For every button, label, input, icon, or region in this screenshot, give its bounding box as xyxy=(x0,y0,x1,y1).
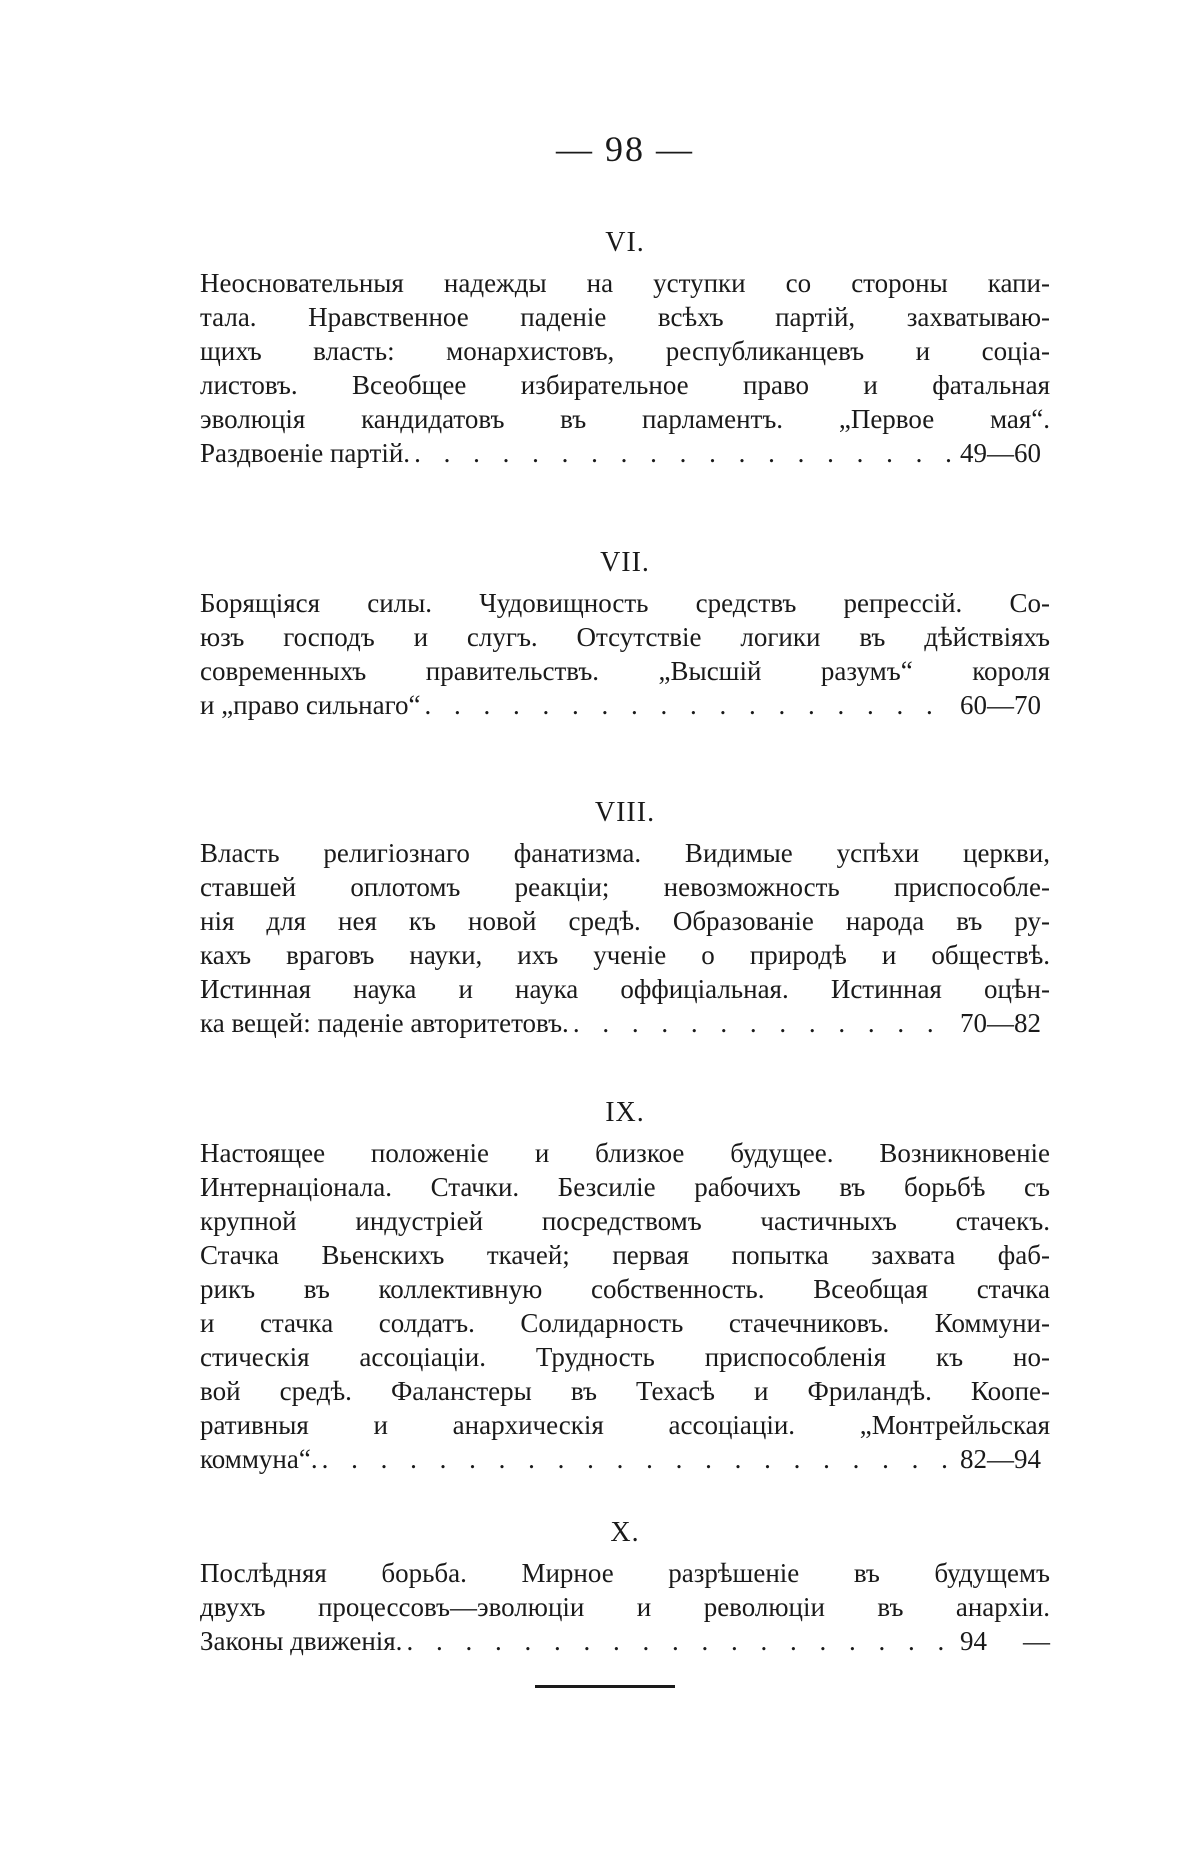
summary-line: юзъ господъ и слугъ. Отсутствіе логики въ дѣйствіяхъ xyxy=(200,622,1050,652)
section-numeral: IX. xyxy=(605,1097,645,1128)
summary-line: крупной индустріей посредствомъ частичныхъ стачекъ. xyxy=(200,1206,1050,1236)
summary-line: двухъ процессовъ—эволюціи и революціи въ анархіи. xyxy=(200,1592,1050,1622)
summary-line: современныхъ правительствъ. „Высшій разумъ“ короля xyxy=(200,656,1050,686)
dot-leader xyxy=(424,688,956,722)
summary-line: Настоящее положеніе и близкое будущее. Возникновеніе xyxy=(200,1138,1050,1168)
summary-line: Борящіяся силы. Чудовищность средствъ репрессій. Со- xyxy=(200,588,1050,618)
summary-line: стическія ассоціаціи. Трудность приспособленія къ но- xyxy=(200,1342,1050,1372)
summary-last-line xyxy=(200,688,1050,722)
summary-last-text: и „право сильнаго“ xyxy=(200,690,421,720)
summary-line: эволюція кандидатовъ въ парламентъ. „Первое мая“. xyxy=(200,404,1050,434)
summary-line: листовъ. Всеобщее избирательное право и фатальная xyxy=(200,370,1050,400)
section-summary xyxy=(200,1556,1050,1658)
section-numeral: X. xyxy=(610,1517,640,1548)
toc-section-vi xyxy=(200,220,1050,470)
summary-line: нія для нея къ новой средѣ. Образованіе народа въ ру- xyxy=(200,906,1050,936)
summary-line: вой средѣ. Фаланстеры въ Техасѣ и Фриландѣ. Коопе- xyxy=(200,1376,1050,1406)
summary-line: Интернаціонала. Стачки. Безсиліе рабочихъ въ борьбѣ съ xyxy=(200,1172,1050,1202)
summary-line: Послѣдняя борьба. Мирное разрѣшеніе въ будущемъ xyxy=(200,1558,1050,1588)
summary-last-text: коммуна“. xyxy=(200,1444,318,1474)
summary-last-text: ка вещей: паденіе авторитетовъ. xyxy=(200,1008,569,1038)
summary-line: и стачка солдатъ. Солидарность стачечниковъ. Коммуни- xyxy=(200,1308,1050,1338)
summary-last-text: Раздвоеніе партій. xyxy=(200,438,411,468)
dot-leader xyxy=(322,1442,956,1476)
page-range: 70—82 xyxy=(960,1008,1041,1038)
page-number: — 98 — xyxy=(556,129,694,169)
page-range: 60—70 xyxy=(960,690,1041,720)
section-numeral: VII. xyxy=(600,547,650,578)
summary-line: рикъ въ коллективную собственность. Всеобщая стачка xyxy=(200,1274,1050,1304)
summary-line: тала. Нравственное паденіе всѣхъ партій, захватываю- xyxy=(200,302,1050,332)
summary-line: Стачка Вьенскихъ ткачей; первая попытка захвата фаб- xyxy=(200,1240,1050,1270)
summary-last-line xyxy=(200,1006,1050,1040)
book-page xyxy=(200,0,1050,1869)
page-range: 49—60 xyxy=(960,438,1041,468)
page-range: 82—94 xyxy=(960,1444,1041,1474)
summary-last-line xyxy=(200,1624,1050,1658)
dot-leader xyxy=(414,436,956,470)
summary-line: Власть религіознаго фанатизма. Видимые успѣхи церкви, xyxy=(200,838,1050,868)
summary-line: Истинная наука и наука оффиціальная. Истинная оцѣн- xyxy=(200,974,1050,1004)
summary-last-line xyxy=(200,436,1050,470)
summary-last-line xyxy=(200,1442,1050,1476)
summary-last-text: Законы движенія. xyxy=(200,1626,403,1656)
summary-line: щихъ власть: монархистовъ, республиканцевъ и соціа- xyxy=(200,336,1050,366)
page-range: 94 — xyxy=(960,1626,1050,1656)
section-summary xyxy=(200,836,1050,1040)
toc-section-viii xyxy=(200,790,1050,1040)
summary-line: Неосновательныя надежды на уступки со стороны капи- xyxy=(200,268,1050,298)
toc-section-vii xyxy=(200,540,1050,722)
section-summary xyxy=(200,266,1050,470)
dot-leader xyxy=(406,1624,956,1658)
dot-leader xyxy=(573,1006,956,1040)
closing-rule xyxy=(535,1685,675,1688)
section-numeral: VI. xyxy=(605,227,645,258)
toc-section-ix xyxy=(200,1090,1050,1476)
section-summary xyxy=(200,586,1050,722)
summary-line: ративныя и анархическія ассоціаціи. „Монтрейльская xyxy=(200,1410,1050,1440)
summary-line: ставшей оплотомъ реакціи; невозможность приспособле- xyxy=(200,872,1050,902)
section-summary xyxy=(200,1136,1050,1476)
summary-line: кахъ враговъ науки, ихъ ученіе о природѣ и обществѣ. xyxy=(200,940,1050,970)
section-numeral: VIII. xyxy=(594,797,656,828)
toc-section-x xyxy=(200,1510,1050,1658)
